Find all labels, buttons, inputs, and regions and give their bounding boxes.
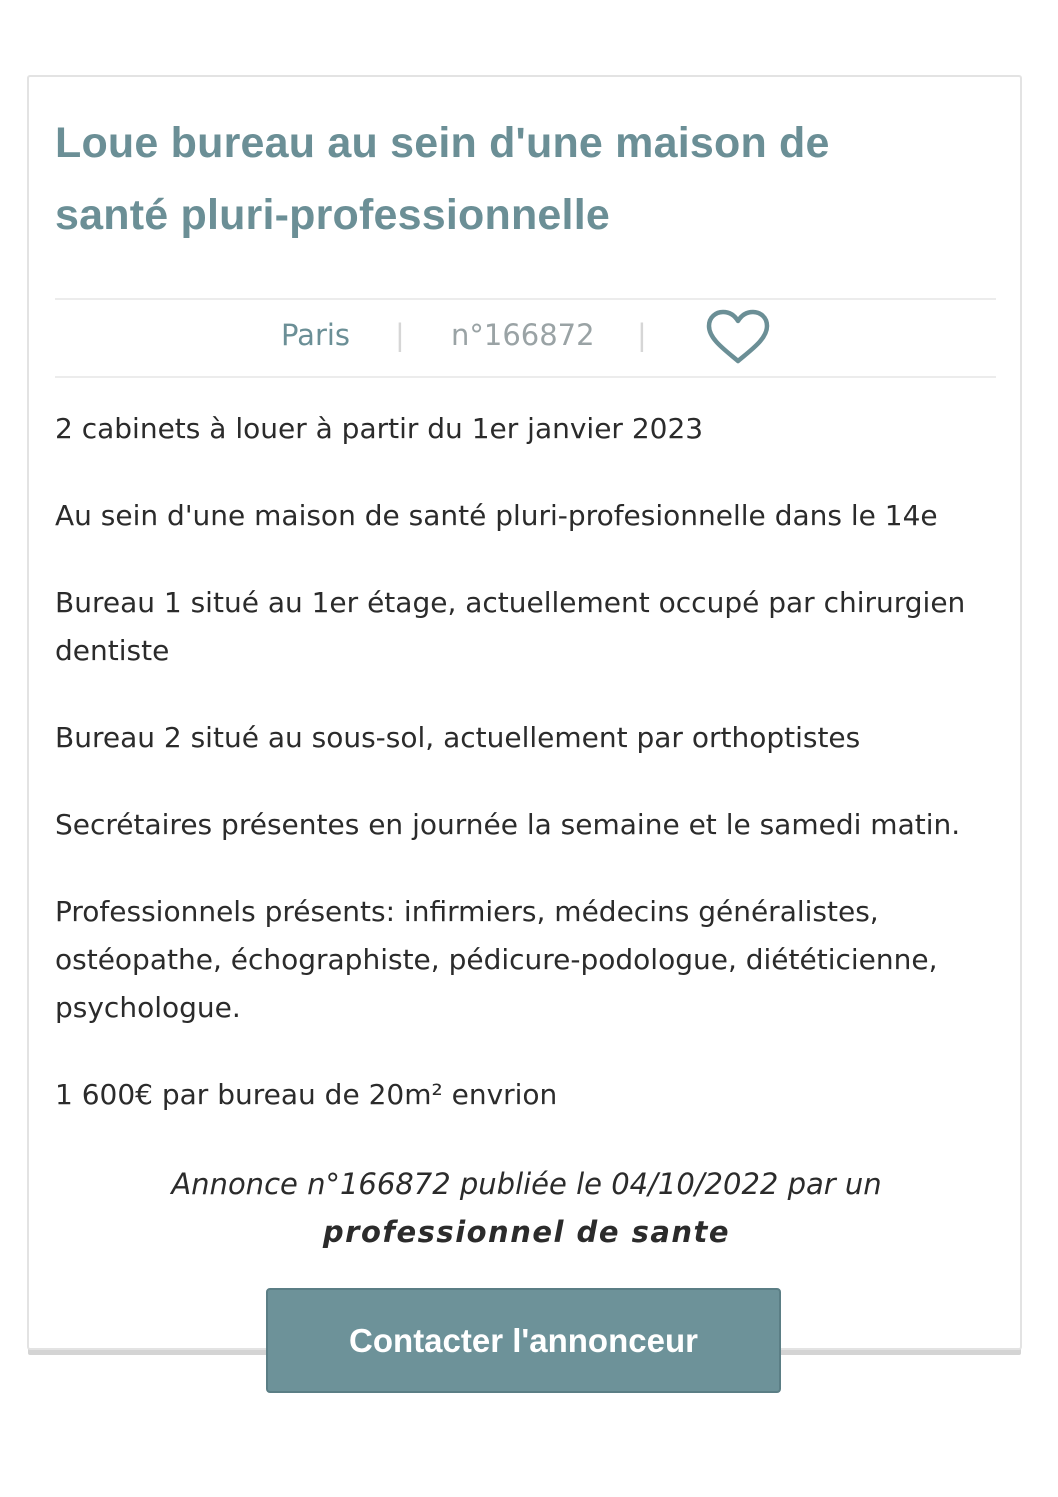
- listing-meta-row: [55, 298, 996, 378]
- listing-description: [55, 405, 995, 1158]
- publication-author: professionnel de sante: [322, 1215, 731, 1249]
- description-paragraph: Bureau 1 situé au 1er étage, actuellement occupé par chirurgien dentiste: [55, 586, 966, 667]
- meta-separator: |: [395, 318, 405, 352]
- listing-city: Paris: [281, 318, 351, 352]
- publication-note: [29, 1160, 1024, 1256]
- publication-line: Annonce n°166872 publiée le 04/10/2022 par un: [171, 1167, 882, 1201]
- listing-card: [27, 75, 1022, 1350]
- description-paragraph: 1 600€ par bureau de 20m² envrion: [55, 1078, 558, 1111]
- description-paragraph: 2 cabinets à louer à partir du 1er janvier 2023: [55, 412, 704, 445]
- meta-separator: |: [637, 318, 647, 352]
- listing-title: Loue bureau au sein d'une maison de santé pluri-professionnelle: [55, 119, 830, 239]
- description-paragraph: Bureau 2 situé au sous-sol, actuellement par orthoptistes: [55, 721, 861, 754]
- description-paragraph: Au sein d'une maison de santé pluri-profesionnelle dans le 14e: [55, 499, 938, 532]
- heart-icon[interactable]: [705, 308, 771, 366]
- description-paragraph: Secrétaires présentes en journée la semaine et le samedi matin.: [55, 808, 961, 841]
- listing-reference: n°166872: [451, 318, 595, 352]
- description-paragraph: Professionnels présents: infirmiers, médecins généralistes, ostéopathe, échographiste, pédicure-podologue, diététicienne, psychologue.: [55, 895, 938, 1024]
- contact-advertiser-button[interactable]: Contacter l'annonceur: [266, 1288, 781, 1393]
